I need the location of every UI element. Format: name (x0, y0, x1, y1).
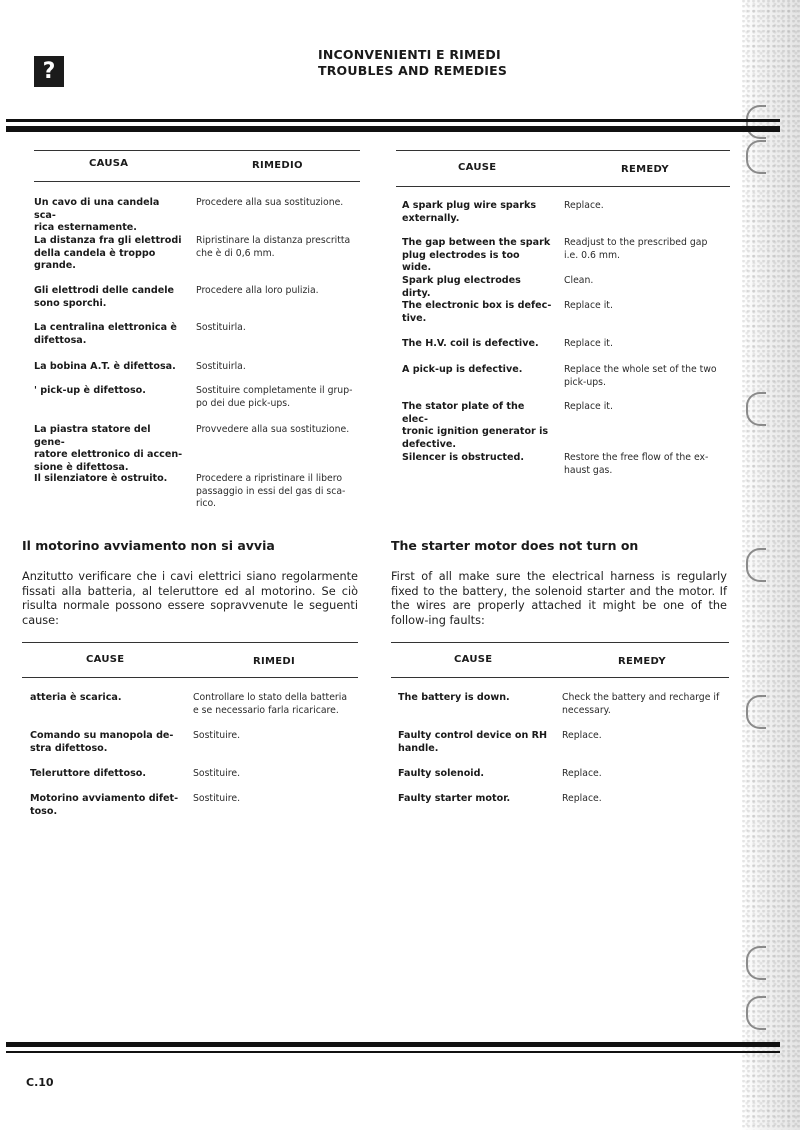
remedy-cell: Sostituire. (193, 768, 241, 779)
remedy-cell: Procedere alla loro pulizia. (196, 285, 319, 296)
col-header-remedy-en: REMEDY (618, 656, 666, 667)
table-rule (34, 150, 360, 151)
table-rule (391, 677, 729, 678)
remedy-cell: Procedere alla sua sostituzione. (196, 197, 344, 208)
binder-ring (746, 996, 766, 1030)
cause-cell: ' pick-up è difettoso. (34, 385, 146, 396)
cause-cell: La piastra statore del gene- ratore elettronico di accen- sione è difettosa. (34, 424, 183, 473)
question-mark-icon: ? (34, 56, 64, 87)
top-rule (6, 119, 780, 122)
remedy-cell: Replace. (562, 793, 602, 804)
cause-cell: The stator plate of the elec- tronic ignition generator is defective. (402, 401, 549, 450)
remedy-cell: Sostituirla. (196, 361, 246, 372)
cause-cell: Comando su manopola de- stra difettoso. (30, 730, 174, 754)
remedy-cell: Replace it. (564, 338, 613, 349)
binder-ring (746, 695, 766, 729)
remedy-cell: Procedere a ripristinare il libero passaggio in essi del gas di sca- rico. (196, 473, 346, 509)
remedy-cell: Clean. (564, 275, 594, 286)
binder-ring (746, 946, 766, 980)
cause-cell: Teleruttore difettoso. (30, 768, 147, 779)
remedy-cell: Restore the free flow of the ex- haust gas. (564, 452, 709, 476)
remedy-cell: Sostituirla. (196, 322, 246, 333)
cause-cell: Faulty control device on RH handle. (398, 730, 548, 754)
table-rule (22, 677, 358, 678)
col-header-rimedi: RIMEDI (253, 656, 296, 667)
title-english: TROUBLES AND REMEDIES (318, 63, 508, 78)
remedy-cell: Replace. (564, 200, 604, 211)
binder-ring (746, 548, 766, 582)
col-header-cause: CAUSE (458, 162, 497, 173)
remedy-cell: Sostituire. (193, 793, 241, 804)
cause-cell: Gli elettrodi delle candele sono sporchi. (34, 285, 175, 309)
col-header-cause-en: CAUSE (454, 654, 493, 665)
table-rule (34, 181, 360, 182)
cause-cell: Motorino avviamento difet- toso. (30, 793, 179, 817)
cause-cell: atteria è scarica. (30, 692, 122, 703)
cause-cell: The H.V. coil is defective. (402, 338, 539, 349)
remedy-cell: Controllare lo stato della batteria e se necessario farla ricaricare. (193, 692, 348, 716)
cause-cell: Un cavo di una candela sca- rica esternamente. (34, 197, 160, 233)
cause-cell: Spark plug electrodes dirty. (402, 275, 521, 299)
page-title (318, 47, 507, 79)
cause-cell: La bobina A.T. è difettosa. (34, 361, 176, 372)
remedy-cell: Replace it. (564, 401, 613, 412)
table-rule (396, 150, 730, 151)
table-rule (22, 642, 358, 643)
bottom-rule (6, 1051, 780, 1053)
cause-cell: Il silenziatore è ostruito. (34, 473, 168, 484)
remedy-cell: Sostituire. (193, 730, 241, 741)
col-header-remedy: REMEDY (621, 164, 669, 175)
section-title-english: The starter motor does not turn on (391, 538, 639, 553)
intro-italian: Anzitutto verificare che i cavi elettrici siano regolarmente fissati alla batteria, al teleruttore ed al motorino. Se ciò risulta normale possono essere sopravvenute le seguenti cause: (22, 570, 358, 627)
cause-cell: Faulty solenoid. (398, 768, 485, 779)
binder-ring (746, 392, 766, 426)
remedy-cell: Ripristinare la distanza prescritta che è di 0,6 mm. (196, 235, 351, 259)
cause-cell: A pick-up is defective. (402, 364, 523, 375)
binder-ring (746, 105, 766, 139)
remedy-cell: Replace. (562, 768, 602, 779)
table-rule (391, 642, 729, 643)
remedy-cell: Readjust to the prescribed gap i.e. 0.6 mm. (564, 237, 708, 261)
cause-cell: La distanza fra gli elettrodi della candela è troppo grande. (34, 235, 182, 271)
remedy-cell: Replace the whole set of the two pick-ups. (564, 364, 717, 388)
remedy-cell: Sostituire completamente il grup- po dei due pick-ups. (196, 385, 353, 409)
col-header-causa: CAUSA (89, 158, 129, 169)
cause-cell: The gap between the spark plug electrodes is too wide. (402, 237, 551, 273)
bottom-rule-thick (6, 1042, 780, 1047)
page-number: C.10 (26, 1076, 54, 1089)
binder-ring (746, 140, 766, 174)
cause-cell: The battery is down. (398, 692, 510, 703)
section-title-italian: Il motorino avviamento non si avvia (22, 538, 275, 553)
remedy-cell: Provvedere alla sua sostituzione. (196, 424, 350, 435)
col-header-cause-it: CAUSE (86, 654, 125, 665)
remedy-cell: Replace it. (564, 300, 613, 311)
remedy-cell: Check the battery and recharge if necessary. (562, 692, 720, 716)
title-italian: INCONVENIENTI E RIMEDI (318, 47, 501, 62)
table-rule (396, 186, 730, 187)
cause-cell: The electronic box is defec- tive. (402, 300, 552, 324)
cause-cell: La centralina elettronica è difettosa. (34, 322, 177, 346)
cause-cell: Faulty starter motor. (398, 793, 511, 804)
cause-cell: Silencer is obstructed. (402, 452, 525, 463)
intro-english: First of all make sure the electrical harness is regularly fixed to the battery, the solenoid starter and the motor. If the wires are properly attached it might be one of the follow-ing faults: (391, 570, 727, 627)
cause-cell: A spark plug wire sparks externally. (402, 200, 537, 224)
remedy-cell: Replace. (562, 730, 602, 741)
top-rule-thick (6, 126, 780, 132)
col-header-rimedio: RIMEDIO (252, 160, 303, 171)
